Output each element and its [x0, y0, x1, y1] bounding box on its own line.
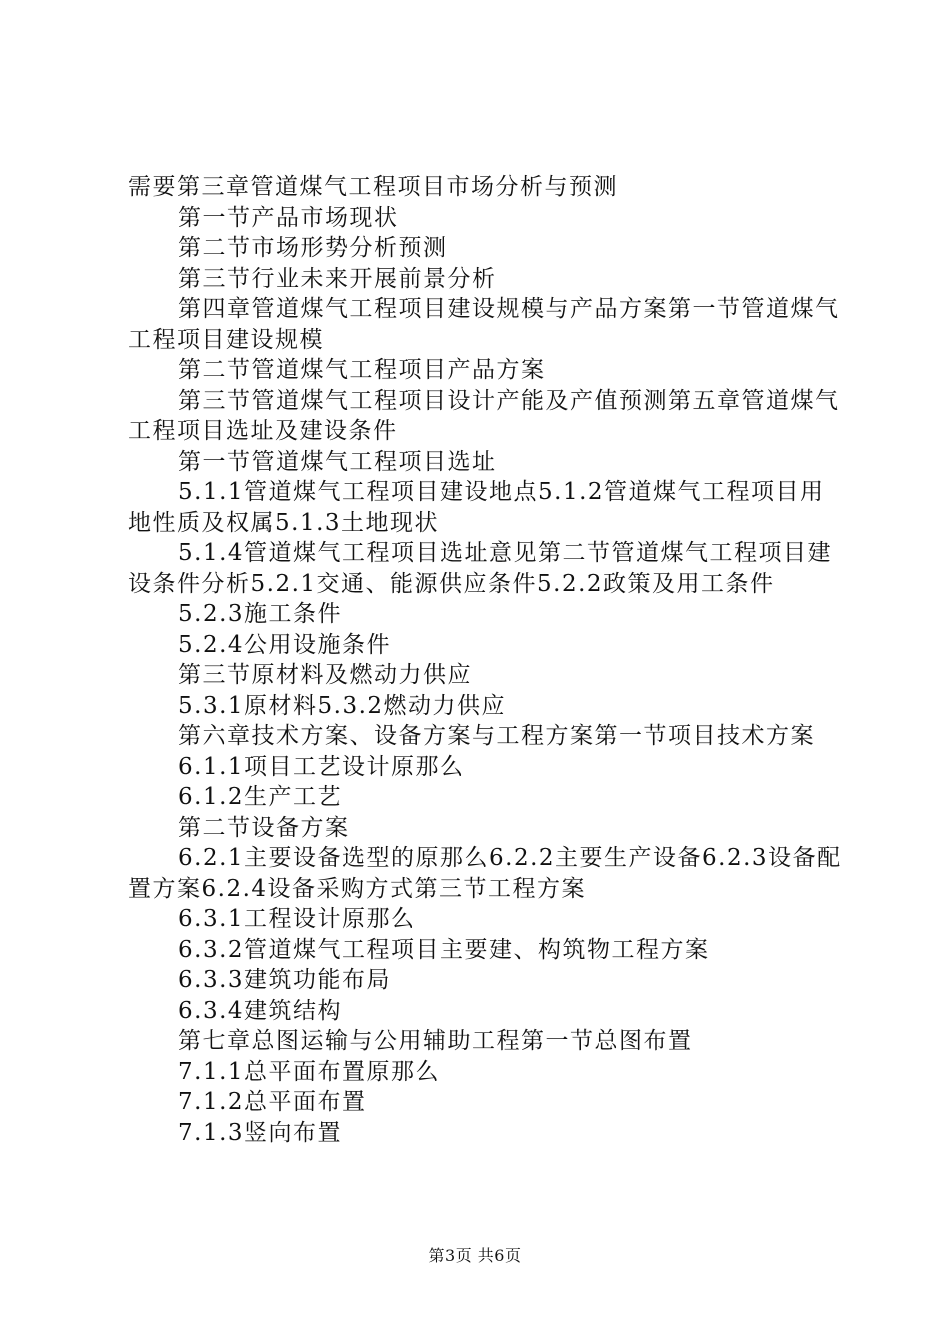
paragraph: 第二节设备方案: [178, 814, 350, 841]
paragraph: 5.2.3施工条件: [178, 601, 343, 627]
paragraph: 第三节原材料及燃动力供应: [178, 662, 472, 688]
paragraph: 6.3.3建筑功能布局: [178, 967, 392, 993]
paragraph: 第七章总图运输与公用辅助工程第一节总图布置: [178, 1028, 693, 1054]
paragraph: 5.3.1原材料5.3.2燃动力供应: [178, 692, 507, 719]
paragraph: 第四章管道煤气工程项目建设规模与产品方案第一节管道煤气工程项目建设规模: [128, 296, 840, 353]
paragraph: 第一节管道煤气工程项目选址: [178, 448, 497, 475]
paragraph: 5.1.4管道煤气工程项目选址意见第二节管道煤气工程项目建设条件分析5.2.1交通、能源供应条件5.2.2政策及用工条件: [128, 540, 833, 597]
paragraph: 7.1.1总平面布置原那么: [178, 1058, 441, 1085]
paragraph: 6.3.1工程设计原那么: [178, 906, 416, 932]
paragraph: 第二节管道煤气工程项目产品方案: [178, 357, 546, 383]
paragraph: 5.1.1管道煤气工程项目建设地点5.1.2管道煤气工程项目用地性质及权属5.1.3土地现状: [128, 479, 825, 536]
paragraph: 需要第三章管道煤气工程项目市场分析与预测: [128, 174, 618, 200]
paragraph: 6.3.4建筑结构: [178, 997, 343, 1024]
paragraph: 第六章技术方案、设备方案与工程方案第一节项目技术方案: [178, 723, 815, 749]
paragraph: 第三节管道煤气工程项目设计产能及产值预测第五章管道煤气工程项目选址及建设条件: [128, 387, 840, 444]
document-body: [128, 172, 848, 1148]
paragraph: 7.1.2总平面布置: [178, 1089, 367, 1115]
paragraph: 第三节行业未来开展前景分析: [178, 265, 497, 292]
paragraph: 6.2.1主要设备选型的原那么6.2.2主要生产设备6.2.3设备配置方案6.2.4设备采购方式第三节工程方案: [128, 845, 842, 902]
paragraph: 6.1.1项目工艺设计原那么: [178, 753, 465, 780]
paragraph: 第一节产品市场现状: [178, 204, 399, 231]
paragraph: 5.2.4公用设施条件: [178, 631, 392, 658]
paragraph: 6.1.2生产工艺: [178, 784, 343, 810]
paragraph: 6.3.2管道煤气工程项目主要建、构筑物工程方案: [178, 936, 710, 963]
paragraph: 第二节市场形势分析预测: [178, 235, 448, 261]
page-number-footer: 第3页 共6页: [428, 1246, 522, 1265]
paragraph: 7.1.3竖向布置: [178, 1119, 343, 1146]
